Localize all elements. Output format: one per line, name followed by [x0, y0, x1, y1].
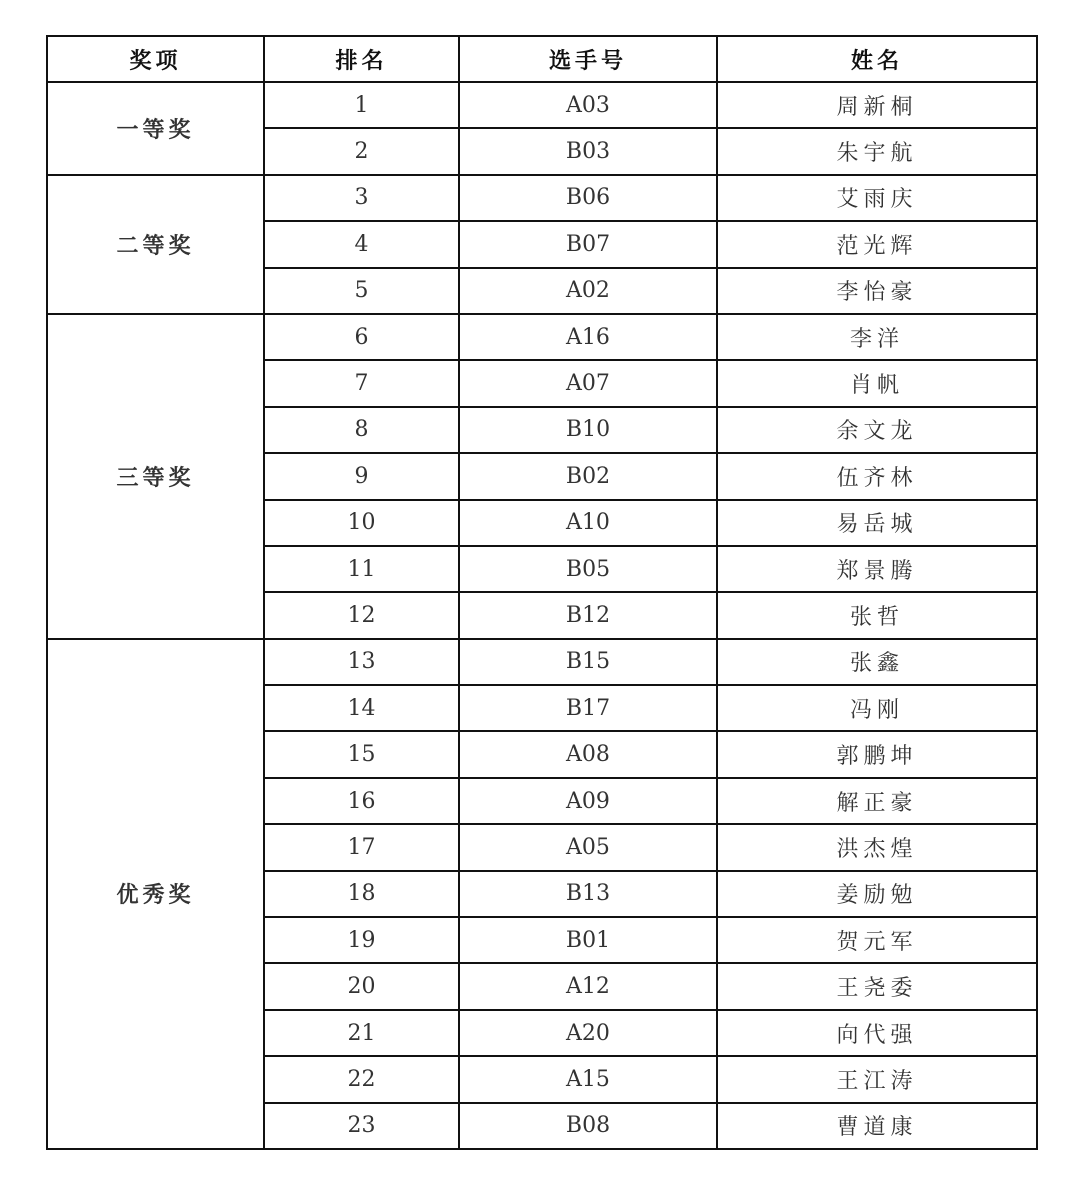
header-rank: 排名 — [264, 36, 459, 82]
rank-cell: 3 — [264, 175, 459, 221]
player-id-cell: A05 — [459, 824, 717, 870]
name-cell: 肖帆 — [717, 360, 1037, 406]
rank-cell: 10 — [264, 500, 459, 546]
rank-cell: 23 — [264, 1103, 459, 1149]
rank-cell: 18 — [264, 871, 459, 917]
award-category-cell: 优秀奖 — [47, 639, 264, 1149]
name-cell: 张哲 — [717, 592, 1037, 638]
rank-cell: 7 — [264, 360, 459, 406]
table-row — [47, 314, 1037, 360]
player-id-cell: B17 — [459, 685, 717, 731]
name-cell: 周新桐 — [717, 82, 1037, 128]
rank-cell: 15 — [264, 731, 459, 777]
name-cell: 郭鹏坤 — [717, 731, 1037, 777]
rank-cell: 8 — [264, 407, 459, 453]
rank-cell: 19 — [264, 917, 459, 963]
name-cell: 王尧委 — [717, 963, 1037, 1009]
player-id-cell: A20 — [459, 1010, 717, 1056]
player-id-cell: A10 — [459, 500, 717, 546]
name-cell: 贺元军 — [717, 917, 1037, 963]
table-body — [47, 82, 1037, 1149]
name-cell: 郑景腾 — [717, 546, 1037, 592]
player-id-cell: B12 — [459, 592, 717, 638]
rank-cell: 12 — [264, 592, 459, 638]
rank-cell: 1 — [264, 82, 459, 128]
player-id-cell: B02 — [459, 453, 717, 499]
name-cell: 余文龙 — [717, 407, 1037, 453]
name-cell: 李怡豪 — [717, 268, 1037, 314]
name-cell: 向代强 — [717, 1010, 1037, 1056]
player-id-cell: B05 — [459, 546, 717, 592]
name-cell: 冯刚 — [717, 685, 1037, 731]
rank-cell: 6 — [264, 314, 459, 360]
player-id-cell: B01 — [459, 917, 717, 963]
table-row — [47, 639, 1037, 685]
player-id-cell: B07 — [459, 221, 717, 267]
header-name: 姓名 — [717, 36, 1037, 82]
name-cell: 解正豪 — [717, 778, 1037, 824]
player-id-cell: A08 — [459, 731, 717, 777]
header-row — [47, 36, 1037, 82]
rank-cell: 2 — [264, 128, 459, 174]
name-cell: 姜励勉 — [717, 871, 1037, 917]
player-id-cell: A12 — [459, 963, 717, 1009]
rank-cell: 22 — [264, 1056, 459, 1102]
name-cell: 易岳城 — [717, 500, 1037, 546]
rank-cell: 9 — [264, 453, 459, 499]
rank-cell: 13 — [264, 639, 459, 685]
header-player-id: 选手号 — [459, 36, 717, 82]
name-cell: 范光辉 — [717, 221, 1037, 267]
table-row — [47, 82, 1037, 128]
table-header — [47, 36, 1037, 82]
award-category-cell: 二等奖 — [47, 175, 264, 314]
rank-cell: 4 — [264, 221, 459, 267]
player-id-cell: A16 — [459, 314, 717, 360]
player-id-cell: B10 — [459, 407, 717, 453]
player-id-cell: B08 — [459, 1103, 717, 1149]
name-cell: 张鑫 — [717, 639, 1037, 685]
player-id-cell: A07 — [459, 360, 717, 406]
name-cell: 李洋 — [717, 314, 1037, 360]
rank-cell: 11 — [264, 546, 459, 592]
rank-cell: 5 — [264, 268, 459, 314]
award-category-cell: 三等奖 — [47, 314, 264, 639]
rank-cell: 21 — [264, 1010, 459, 1056]
name-cell: 曹道康 — [717, 1103, 1037, 1149]
player-id-cell: B15 — [459, 639, 717, 685]
award-category-cell: 一等奖 — [47, 82, 264, 175]
rank-cell: 20 — [264, 963, 459, 1009]
name-cell: 伍齐林 — [717, 453, 1037, 499]
name-cell: 朱宇航 — [717, 128, 1037, 174]
player-id-cell: A15 — [459, 1056, 717, 1102]
player-id-cell: A03 — [459, 82, 717, 128]
table-row — [47, 175, 1037, 221]
rank-cell: 17 — [264, 824, 459, 870]
player-id-cell: A02 — [459, 268, 717, 314]
name-cell: 洪杰煌 — [717, 824, 1037, 870]
player-id-cell: B03 — [459, 128, 717, 174]
name-cell: 艾雨庆 — [717, 175, 1037, 221]
player-id-cell: B13 — [459, 871, 717, 917]
player-id-cell: B06 — [459, 175, 717, 221]
rank-cell: 14 — [264, 685, 459, 731]
name-cell: 王江涛 — [717, 1056, 1037, 1102]
header-award: 奖项 — [47, 36, 264, 82]
rank-cell: 16 — [264, 778, 459, 824]
player-id-cell: A09 — [459, 778, 717, 824]
awards-table — [46, 35, 1038, 1150]
